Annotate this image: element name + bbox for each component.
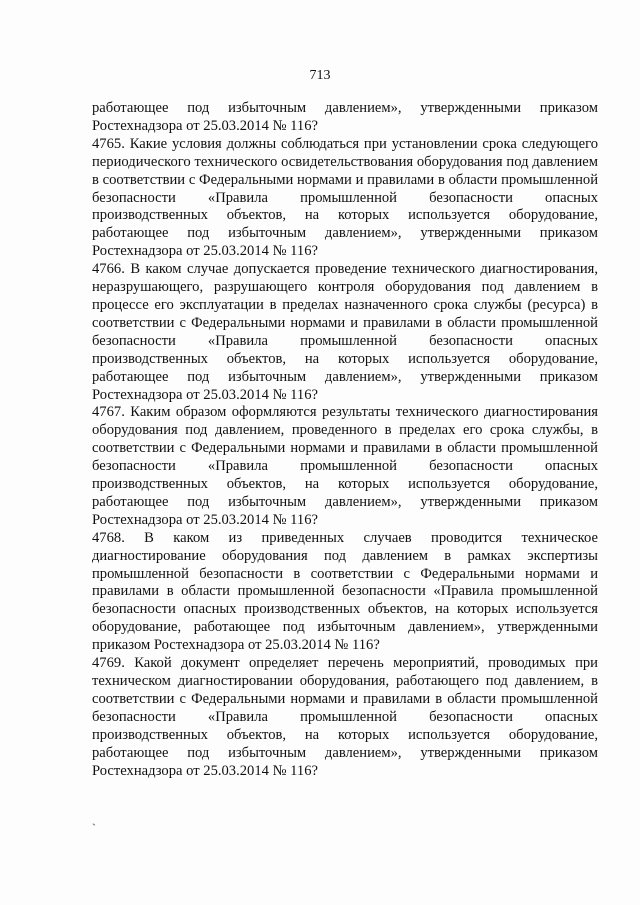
scan-speck: ˎ (92, 812, 96, 826)
page-number: 713 (309, 68, 331, 83)
question-4766: 4766. В каком случае допускается проведение технического диагностирования, неразрушающего, разрушающего контроля оборудования под давлением в процессе его эксплуатации в пределах назначенного срока службы (ресурса) в соответствии с Федеральными нормами и правилами в области промышленной безопасности «Правила промышленной безопасности опасных производственных объектов, на которых используется оборудование, работающее под избыточным давлением», утвержденными приказом Ростехнадзора от 25.03.2014 № 116? (92, 261, 598, 403)
paragraph-continuation: работающее под избыточным давлением», утвержденными приказом Ростехнадзора от 25.03.2014 № 116? (92, 100, 598, 134)
question-4767: 4767. Каким образом оформляются результаты технического диагностирования оборудования под давлением, проведенного в пределах его срока службы, в соответствии с Федеральными нормами и правилами в области промышленной безопасности «Правила промышленной безопасности опасных производственных объектов, на которых используется оборудование, работающее под избыточным давлением», утвержденными приказом Ростехнадзора от 25.03.2014 № 116? (92, 404, 598, 528)
document-body (92, 100, 598, 780)
question-4765: 4765. Какие условия должны соблюдаться при установлении срока следующего периодического технического освидетельствования оборудования под давлением в соответствии с Федеральными нормами и правилами в области промышленной безопасности «Правила промышленной безопасности опасных производственных объектов, на которых используется оборудование, работающее под избыточным давлением», утвержденными приказом Ростехнадзора от 25.03.2014 № 116? (92, 135, 598, 260)
question-4768: 4768. В каком из приведенных случаев проводится техническое диагностирование оборудования под давлением в рамках экспертизы промышленной безопасности в соответствии с Федеральными нормами и правилами в области промышленной безопасности «Правила промышленной безопасности опасных производственных объектов, на которых используется оборудование, работающее под избыточным давлением», утвержденными приказом Ростехнадзора от 25.03.2014 № 116? (92, 529, 598, 654)
question-4769: 4769. Какой документ определяет перечень мероприятий, проводимых при техническом диагностировании оборудования, работающего под давлением, в соответствии с Федеральными нормами и правилами в области промышленной безопасности «Правила промышленной безопасности опасных производственных объектов, на которых используется оборудование, работающее под избыточным давлением», утвержденными приказом Ростехнадзора от 25.03.2014 № 116? (92, 655, 598, 779)
